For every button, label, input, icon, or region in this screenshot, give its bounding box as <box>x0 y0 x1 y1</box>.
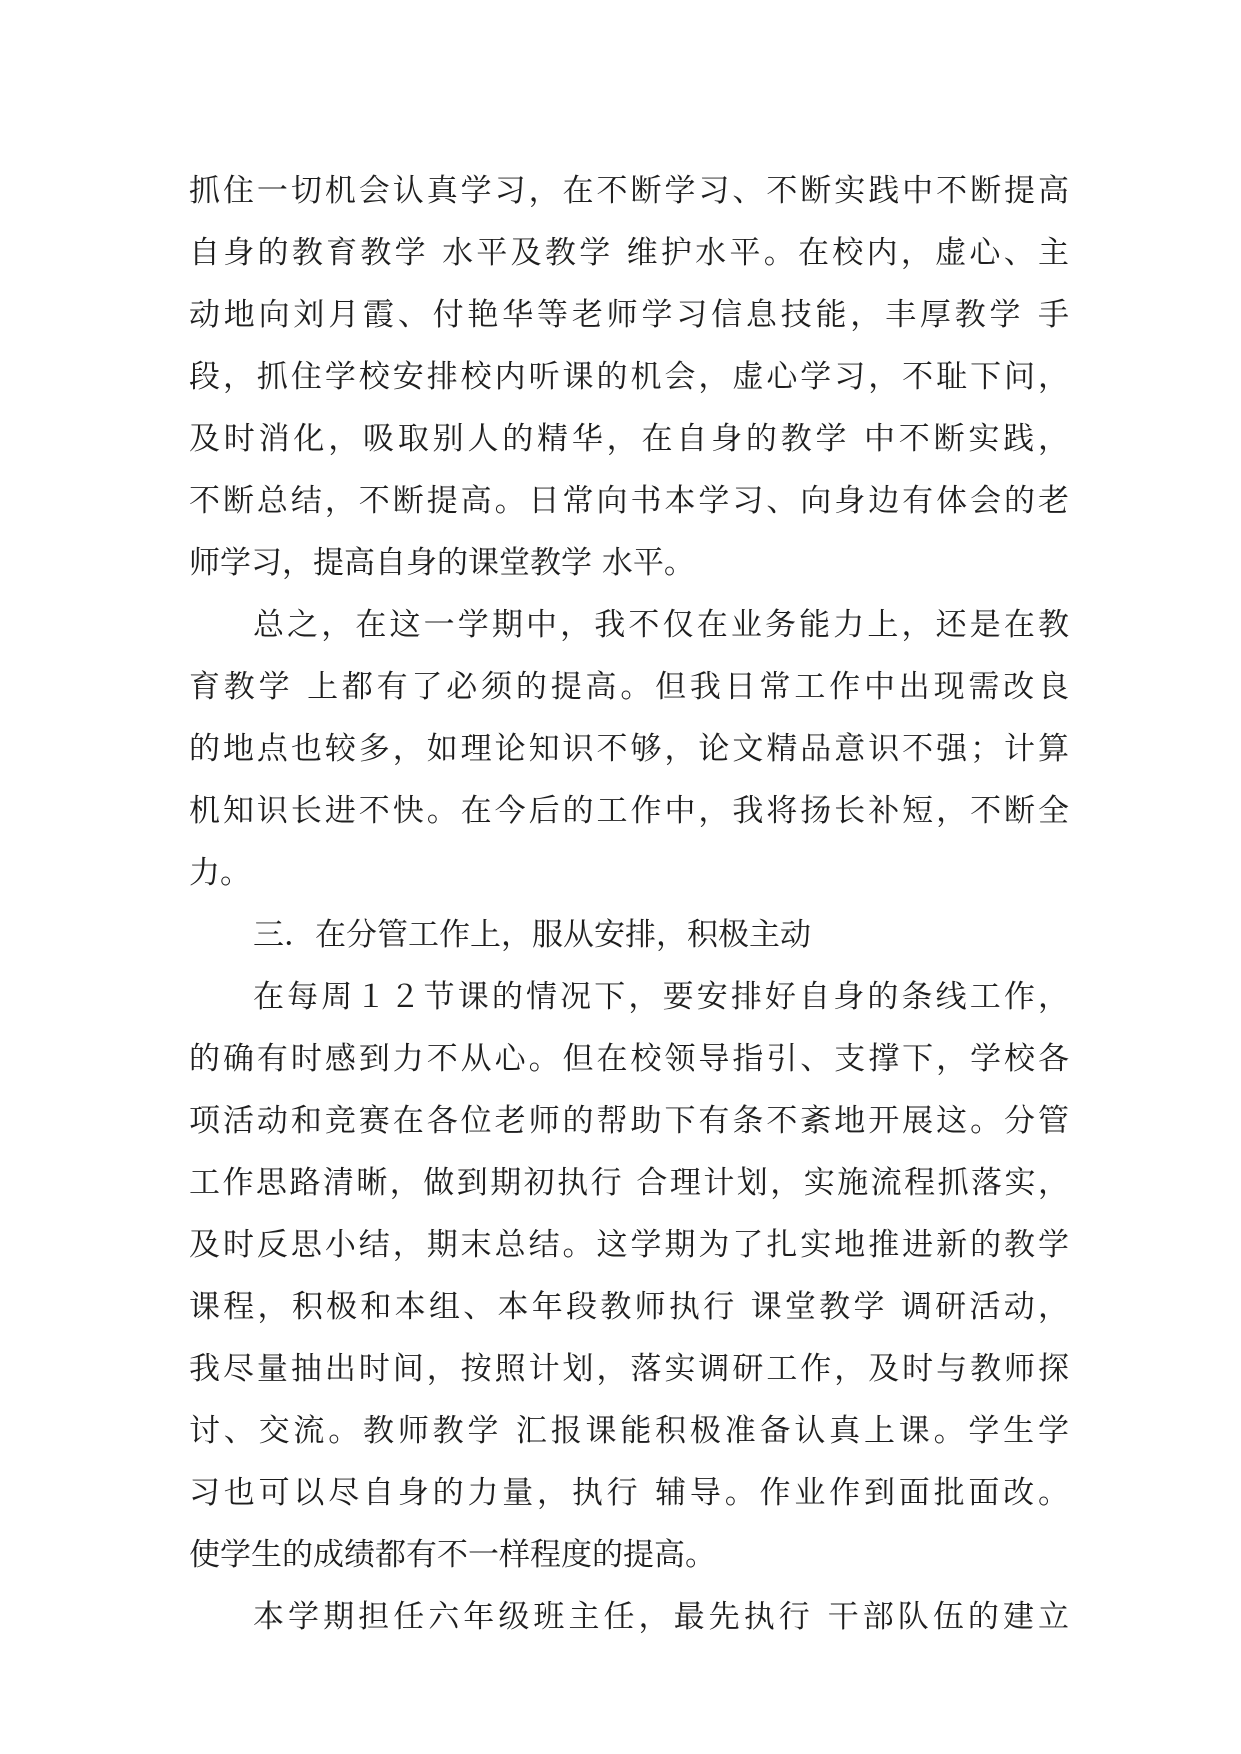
text-line: 工作思路清晰，做到期初执行 合理计划，实施流程抓落实， <box>189 1165 1069 1201</box>
text-line: 力。 <box>189 855 251 891</box>
text-line: 课程，积极和本组、本年段教师执行 课堂教学 调研活动， <box>189 1289 1069 1325</box>
text-line: 抓住一切机会认真学习，在不断学习、不断实践中不断提高 <box>189 173 1069 209</box>
text-line: 段，抓住学校安排校内听课的机会，虚心学习，不耻下问， <box>189 359 1069 395</box>
text-line: 项活动和竞赛在各位老师的帮助下有条不紊地开展这。分管 <box>189 1103 1069 1139</box>
document-page <box>189 160 1069 1648</box>
text-line: 师学习，提高自身的课堂教学 水平。 <box>189 545 695 581</box>
text-line: 使学生的成绩都有不一样程度的提高。 <box>189 1537 716 1573</box>
paragraph-first-line: 总之，在这一学期中，我不仅在业务能力上，还是在教 <box>253 607 1069 643</box>
text-line: 的地点也较多，如理论知识不够，论文精品意识不强；计算 <box>189 731 1069 767</box>
text-line: 及时消化，吸取别人的精华，在自身的教学 中不断实践， <box>189 421 1069 457</box>
text-line: 习也可以尽自身的力量，执行 辅导。作业作到面批面改。 <box>189 1475 1069 1511</box>
text-line: 育教学 上都有了必须的提高。但我日常工作中出现需改良 <box>189 669 1069 705</box>
text-line: 动地向刘月霞、付艳华等老师学习信息技能，丰厚教学 手 <box>189 297 1069 333</box>
text-line: 我尽量抽出时间，按照计划，落实调研工作，及时与教师探 <box>189 1351 1069 1387</box>
section-heading: 三．在分管工作上，服从安排，积极主动 <box>253 917 811 953</box>
text-line: 的确有时感到力不从心。但在校领导指引、支撑下，学校各 <box>189 1041 1069 1077</box>
text-line: 机知识长进不快。在今后的工作中，我将扬长补短，不断全 <box>189 793 1069 829</box>
text-line: 不断总结，不断提高。日常向书本学习、向身边有体会的老 <box>189 483 1069 519</box>
text-line: 及时反思小结，期末总结。这学期为了扎实地推进新的教学 <box>189 1227 1069 1263</box>
paragraph-first-line: 在每周１２节课的情况下，要安排好自身的条线工作， <box>253 979 1069 1015</box>
text-line: 自身的教育教学 水平及教学 维护水平。在校内，虚心、主 <box>189 235 1069 271</box>
paragraph-first-line: 本学期担任六年级班主任，最先执行 干部队伍的建立 <box>253 1599 1069 1635</box>
text-line: 讨、交流。教师教学 汇报课能积极准备认真上课。学生学 <box>189 1413 1069 1449</box>
